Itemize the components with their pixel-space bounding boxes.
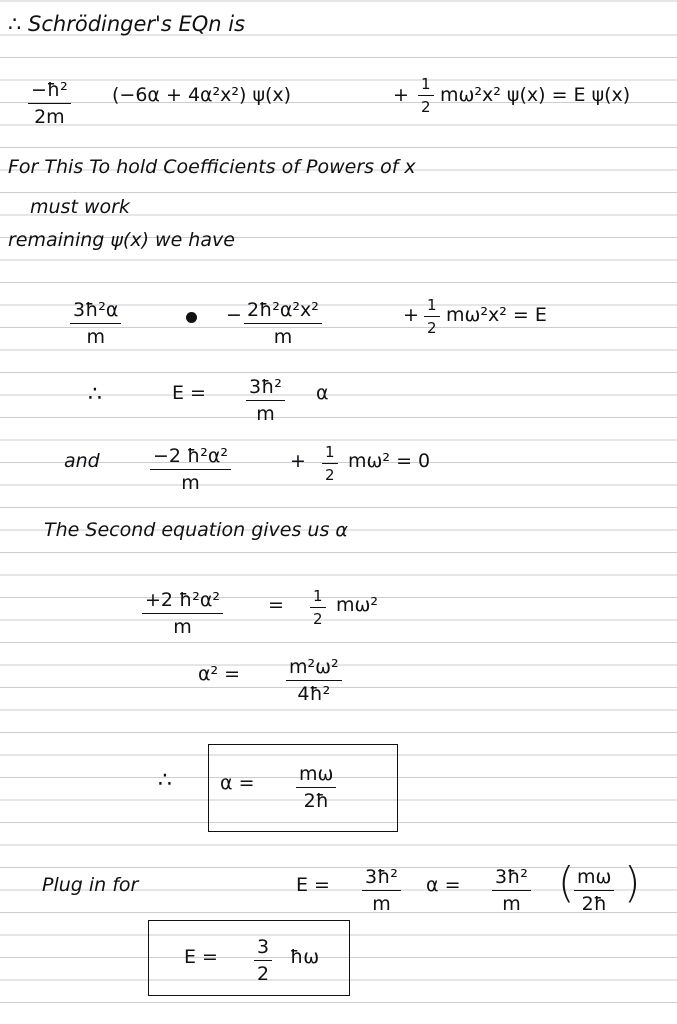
fraction-denominator: m (273, 325, 293, 348)
fraction-denominator: 2 (257, 962, 270, 985)
equation-tail: mω²x² ψ(x) = E ψ(x) (440, 84, 631, 106)
fraction-m2w2-4hbar2 (286, 657, 342, 705)
fraction-3-2 (254, 937, 272, 985)
fraction-denominator: 2 (325, 465, 335, 484)
right-paren: ) (624, 858, 641, 907)
energy-lhs: E = (296, 874, 330, 896)
plus-sign: + (393, 84, 409, 106)
fraction-numerator: 3ħ² (492, 867, 531, 891)
fraction-denominator: m (256, 402, 275, 425)
result-box (148, 920, 350, 996)
equation-tail: mω² = 0 (348, 450, 431, 472)
half-fraction (310, 588, 326, 627)
fraction-numerator: m²ω² (286, 657, 342, 681)
fraction-denominator: m (181, 471, 200, 494)
fraction-numerator: +2 ħ²α² (142, 590, 223, 614)
text-second-equation: The Second equation gives us α (44, 519, 348, 541)
fraction-denominator: 4ħ² (297, 682, 331, 705)
fraction-denominator: 2 (421, 97, 431, 116)
fraction-numerator: −2 ħ²α² (150, 446, 231, 470)
fraction-3hbar2-m-second (492, 867, 531, 915)
fraction-3hbar2-m (246, 377, 285, 425)
and-word: and (64, 450, 100, 472)
alpha-symbol: α (316, 382, 329, 404)
fraction-numerator: 2ħ²α²x² (244, 300, 322, 324)
fraction-denominator: 2ħ (303, 789, 329, 812)
equation-tail: mω² (336, 594, 379, 616)
fraction-denominator: 2ħ (581, 892, 607, 915)
fraction-denominator: m (86, 325, 105, 348)
fraction-numerator: mω (296, 764, 336, 788)
fraction-2hbar2-alpha2 (142, 590, 223, 638)
prefactor-fraction (28, 80, 71, 128)
alpha-lhs: α = (220, 772, 255, 794)
fraction-numerator: 3ħ² (246, 377, 285, 401)
equation-bracket: (−6α + 4α²x²) ψ(x) (112, 84, 292, 106)
fraction-mw-2hbar (574, 867, 614, 915)
plus-sign: + (403, 304, 419, 326)
half-fraction (424, 297, 440, 336)
fraction-numerator: −ħ² (28, 80, 71, 104)
fraction-neg2hbar2-alpha2 (150, 446, 231, 494)
fraction-denominator: 2 (427, 318, 437, 337)
fraction-numerator: 1 (310, 588, 326, 608)
energy-lhs: E = (184, 946, 218, 968)
fraction-numerator: 3ħ²α (70, 300, 121, 324)
text-coefficients: For This To hold Coefficients of Powers of x (8, 156, 416, 178)
half-fraction (322, 444, 338, 483)
fraction-3hbar2-m (362, 867, 401, 915)
minus-sign: − (226, 304, 242, 326)
half-fraction (418, 76, 434, 115)
text-remaining: remaining ψ(x) we have (8, 229, 235, 251)
equation-tail: mω²x² = E (446, 304, 547, 326)
fraction-denominator: m (372, 892, 391, 915)
hbar-omega: ħω (290, 946, 320, 968)
therefore-symbol: ∴ (88, 382, 102, 407)
fraction-numerator: mω (574, 867, 614, 891)
therefore-symbol: ∴ (158, 768, 172, 793)
fraction-numerator: 3ħ² (362, 867, 401, 891)
fraction-denominator: m (173, 615, 192, 638)
fraction-2hbar2-alpha2 (244, 300, 322, 348)
fraction-numerator: 1 (322, 444, 338, 464)
fraction-3hbar2-alpha (70, 300, 121, 348)
fraction-numerator: 1 (424, 297, 440, 317)
plug-in-label: Plug in for (42, 874, 139, 896)
ink-blot (186, 312, 197, 323)
alpha-squared-lhs: α² = (198, 663, 241, 685)
equals-sign: = (268, 594, 284, 616)
fraction-mw-2hbar (296, 764, 336, 812)
text-must-work: must work (30, 196, 130, 218)
heading-line: ∴ Schrödinger's EQn is (8, 12, 246, 36)
fraction-denominator: 2 (313, 609, 323, 628)
fraction-numerator: 1 (418, 76, 434, 96)
energy-lhs: E = (172, 382, 206, 404)
fraction-denominator: 2m (34, 105, 65, 128)
plus-sign: + (290, 450, 306, 472)
fraction-numerator: 3 (254, 937, 272, 961)
fraction-denominator: m (502, 892, 521, 915)
left-paren: ( (558, 858, 575, 907)
alpha-equals: α = (426, 874, 461, 896)
